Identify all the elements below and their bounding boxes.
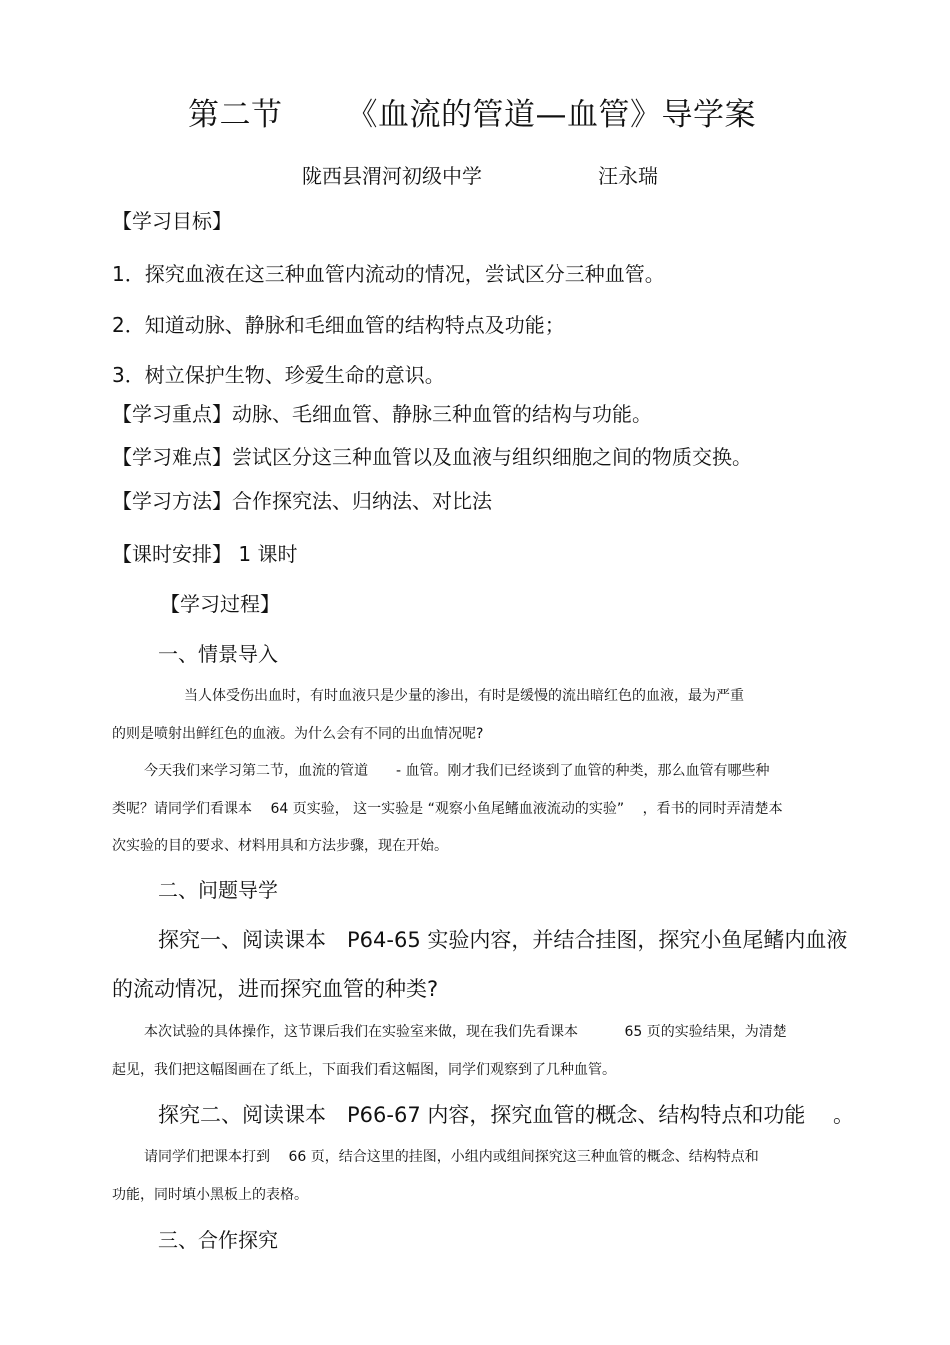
section-heading: 二、问题导学 <box>158 878 278 902</box>
inquiry-heading: 探究一、阅读课本 P64-65 实验内容，并结合挂图，探究小鱼尾鳍内血液 <box>158 928 848 952</box>
school-name: 陇西县渭河初级中学 <box>302 164 482 188</box>
paragraph-line: 起见，我们把这幅图画在了纸上，下面我们看这幅图，同学们观察到了几种血管。 <box>112 1062 616 1078</box>
title-section: 第二节 <box>188 97 283 133</box>
goal-item: 2．知道动脉、静脉和毛细血管的结构特点及功能； <box>112 313 565 337</box>
paragraph-line: 今天我们来学习第二节，血流的管道 - 血管。刚才我们已经谈到了血管的种类，那么血管有哪些种 <box>144 763 770 779</box>
section-heading: 三、合作探究 <box>158 1228 278 1252</box>
difficulties: 【学习难点】尝试区分这三种血管以及血液与组织细胞之间的物质交换。 <box>112 445 752 469</box>
paragraph-line: 当人体受伤出血时，有时血液只是少量的渗出，有时是缓慢的流出暗红色的血液，最为严重 <box>184 688 744 704</box>
paragraph-line: 次实验的目的要求、材料用具和方法步骤，现在开始。 <box>112 838 448 854</box>
byline <box>302 166 658 186</box>
paragraph-line: 请同学们把课本打到 66 页，结合这里的挂图，小组内或组间探究这三种血管的概念、结构特点和 <box>144 1149 759 1165</box>
inquiry-heading: 探究二、阅读课本 P66-67 内容，探究血管的概念、结构特点和功能 。 <box>158 1103 855 1127</box>
goal-item: 3．树立保护生物、珍爱生命的意识。 <box>112 363 445 387</box>
goals-heading: 【学习目标】 <box>112 209 232 233</box>
paragraph-line: 本次试验的具体操作，这节课后我们在实验室来做，现在我们先看课本 65 页的实验结果，为清楚 <box>144 1024 787 1040</box>
section-heading: 一、情景导入 <box>158 642 278 666</box>
paragraph-line: 功能，同时填小黑板上的表格。 <box>112 1187 308 1203</box>
page-title <box>188 97 756 133</box>
author-name: 汪永瑞 <box>598 164 658 188</box>
methods: 【学习方法】合作探究法、归纳法、对比法 <box>112 489 492 513</box>
goal-item: 1．探究血液在这三种血管内流动的情况，尝试区分三种血管。 <box>112 262 665 286</box>
inquiry-heading: 的流动情况，进而探究血管的种类? <box>112 977 439 1001</box>
process-heading: 【学习过程】 <box>160 592 280 616</box>
paragraph-line: 类呢？请同学们看课本 64 页实验， 这一实验是 “观察小鱼尾鳍血液流动的实验” ，看书的同时弄清楚本 <box>112 801 783 817</box>
schedule: 【课时安排】 1 课时 <box>112 542 298 566</box>
key-points: 【学习重点】动脉、毛细血管、静脉三种血管的结构与功能。 <box>112 402 652 426</box>
title-topic: 《血流的管道—血管》导学案 <box>346 97 756 133</box>
paragraph-line: 的则是喷射出鲜红色的血液。为什么会有不同的出血情况呢? <box>112 726 484 742</box>
